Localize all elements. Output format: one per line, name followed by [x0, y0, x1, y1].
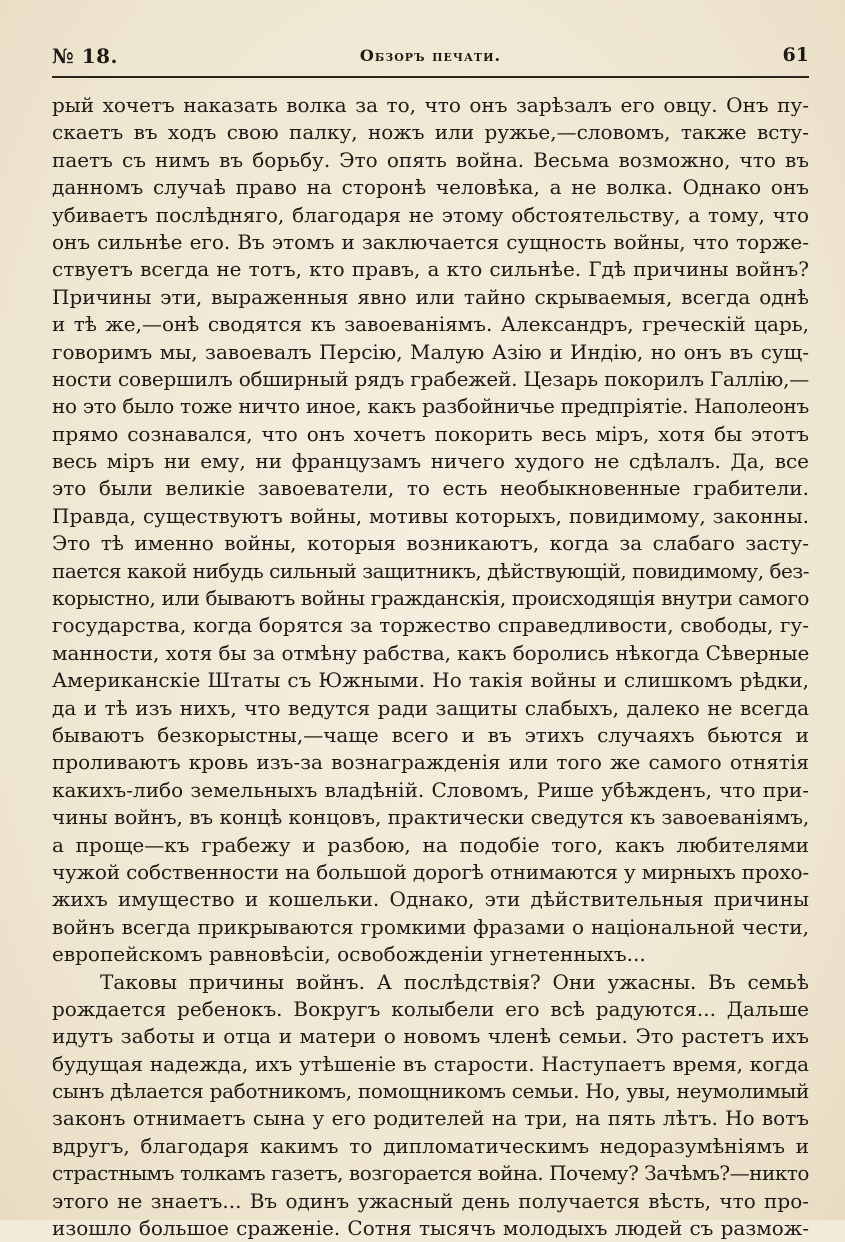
header-rule — [52, 76, 809, 78]
issue-number: № 18. — [52, 44, 118, 68]
paragraph-end-line: европейскомъ равновѣсіи, освобожденіи угнетенныхъ... — [52, 942, 646, 967]
text-line: весь міръ ни ему, ни французамъ ничего худого не сдѣлалъ. Да, все — [52, 449, 809, 474]
text-line: ности совершилъ обширный рядъ грабежей. Цезарь покорилъ Галлію,— — [52, 366, 809, 391]
text-line: да и тѣ изъ нихъ, что ведутся ради защиты слабыхъ, далеко не всегда — [52, 695, 809, 720]
text-line: идутъ заботы и отца и матери о новомъ членѣ семьи. Это растетъ ихъ — [52, 1024, 809, 1049]
text-line: но это было тоже ничто иное, какъ разбойничье предпріятіе. Наполеонъ — [52, 394, 809, 419]
text-line: законъ отнимаетъ сына у его родителей на три, на пять лѣтъ. Но вотъ — [52, 1106, 809, 1131]
running-title: Обзоръ печати. — [359, 46, 502, 65]
text-line: паетъ съ нимъ въ борьбу. Это опять война. Весьма возможно, что въ — [52, 147, 809, 172]
page-number: 61 — [782, 44, 809, 66]
text-line: рождается ребенокъ. Вокругъ колыбели его всѣ радуются... Дальше — [52, 996, 809, 1021]
text-line: говоримъ мы, завоевалъ Персію, Малую Азію и Индію, но онъ въ сущ- — [52, 339, 809, 364]
text-line: этого не знаетъ... Въ одинъ ужасный день получается вѣсть, что про- — [52, 1188, 809, 1213]
text-line: сынъ дѣлается работникомъ, помощникомъ семьи. Но, увы, неумолимый — [52, 1079, 809, 1104]
text-line: войнъ всегда прикрываются громкими фразами о національной чести, — [52, 914, 809, 939]
text-line: чины войнъ, въ концѣ концовъ, практически сведутся къ завоеваніямъ, — [52, 805, 810, 830]
text-line: онъ сильнѣе его. Въ этомъ и заключается сущность войны, что торже- — [52, 229, 809, 254]
text-line: ствуетъ всегда не тотъ, кто правъ, а кто сильнѣе. Гдѣ причины войнъ? — [52, 257, 809, 282]
text-line: чужой собственности на большой дорогѣ отнимаются у мирныхъ прохо- — [52, 859, 809, 884]
text-line: корыстно, или бываютъ войны гражданскія, происходящія внутри самого — [52, 586, 809, 611]
text-line: убиваетъ послѣдняго, благодаря не этому обстоятельству, а тому, что — [52, 202, 809, 227]
text-line: скаетъ въ ходъ свою палку, ножъ или ружье,—словомъ, также всту- — [52, 120, 809, 145]
text-line: Американскіе Штаты съ Южными. Но такія войны и слишкомъ рѣдки, — [52, 668, 809, 693]
text-line: а проще—къ грабежу и разбою, на подобіе того, какъ любителями — [52, 832, 809, 857]
text-line: прямо сознавался, что онъ хочетъ покорить весь міръ, хотя бы этотъ — [52, 421, 809, 446]
text-line: изошло большое сраженіе. Сотня тысячъ молодыхъ людей съ размож- — [52, 1216, 809, 1241]
page-header — [52, 44, 809, 74]
text-line: бываютъ безкорыстны,—чаще всего и въ этихъ случаяхъ бьются и — [52, 722, 809, 747]
text-line: манности, хотя бы за отмѣну рабства, какъ боролись нѣкогда Сѣверные — [52, 640, 810, 665]
text-line: Это тѣ именно войны, которыя возникаютъ, когда за слабаго засту- — [52, 531, 809, 556]
text-line: какихъ-либо земельныхъ владѣній. Словомъ, Рише убѣжденъ, что при- — [52, 777, 809, 802]
text-line: вдругъ, благодаря какимъ то дипломатическимъ недоразумѣніямъ и — [52, 1133, 809, 1158]
text-line: и тѣ же,—онѣ сводятся къ завоеваніямъ. Александръ, греческій царь, — [52, 312, 809, 337]
text-line: страстнымъ толкамъ газетъ, возгорается война. Почему? Зачѣмъ?—никто — [52, 1161, 809, 1186]
text-line: жихъ имущество и кошельки. Однако, эти дѣйствительныя причины — [52, 887, 809, 912]
text-line: Причины эти, выраженныя явно или тайно скрываемыя, всегда однѣ — [52, 284, 809, 309]
text-line: пается какой нибудь сильный защитникъ, дѣйствующій, повидимому, без- — [52, 558, 809, 583]
text-line: рый хочетъ наказать волка за то, что онъ зарѣзалъ его овцу. Онъ пу- — [52, 93, 809, 117]
paragraph-start-line: Таковы причины войнъ. А послѣдствія? Они ужасны. Въ семьѣ — [100, 969, 809, 994]
text-line: данномъ случаѣ право на сторонѣ человѣка, а не волка. Однако онъ — [52, 175, 809, 200]
text-line: будущая надежда, ихъ утѣшеніе въ старости. Наступаетъ время, когда — [52, 1051, 809, 1076]
text-line: государства, когда борятся за торжество справедливости, свободы, гу- — [52, 613, 809, 638]
text-line: проливаютъ кровь изъ-за вознагражденія или того же самого отнятія — [52, 750, 809, 775]
body-text — [52, 92, 809, 1242]
text-line: это были великіе завоеватели, то есть необыкновенные грабители. — [52, 476, 809, 501]
text-line: Правда, существуютъ войны, мотивы которыхъ, повидимому, законны. — [52, 503, 809, 528]
